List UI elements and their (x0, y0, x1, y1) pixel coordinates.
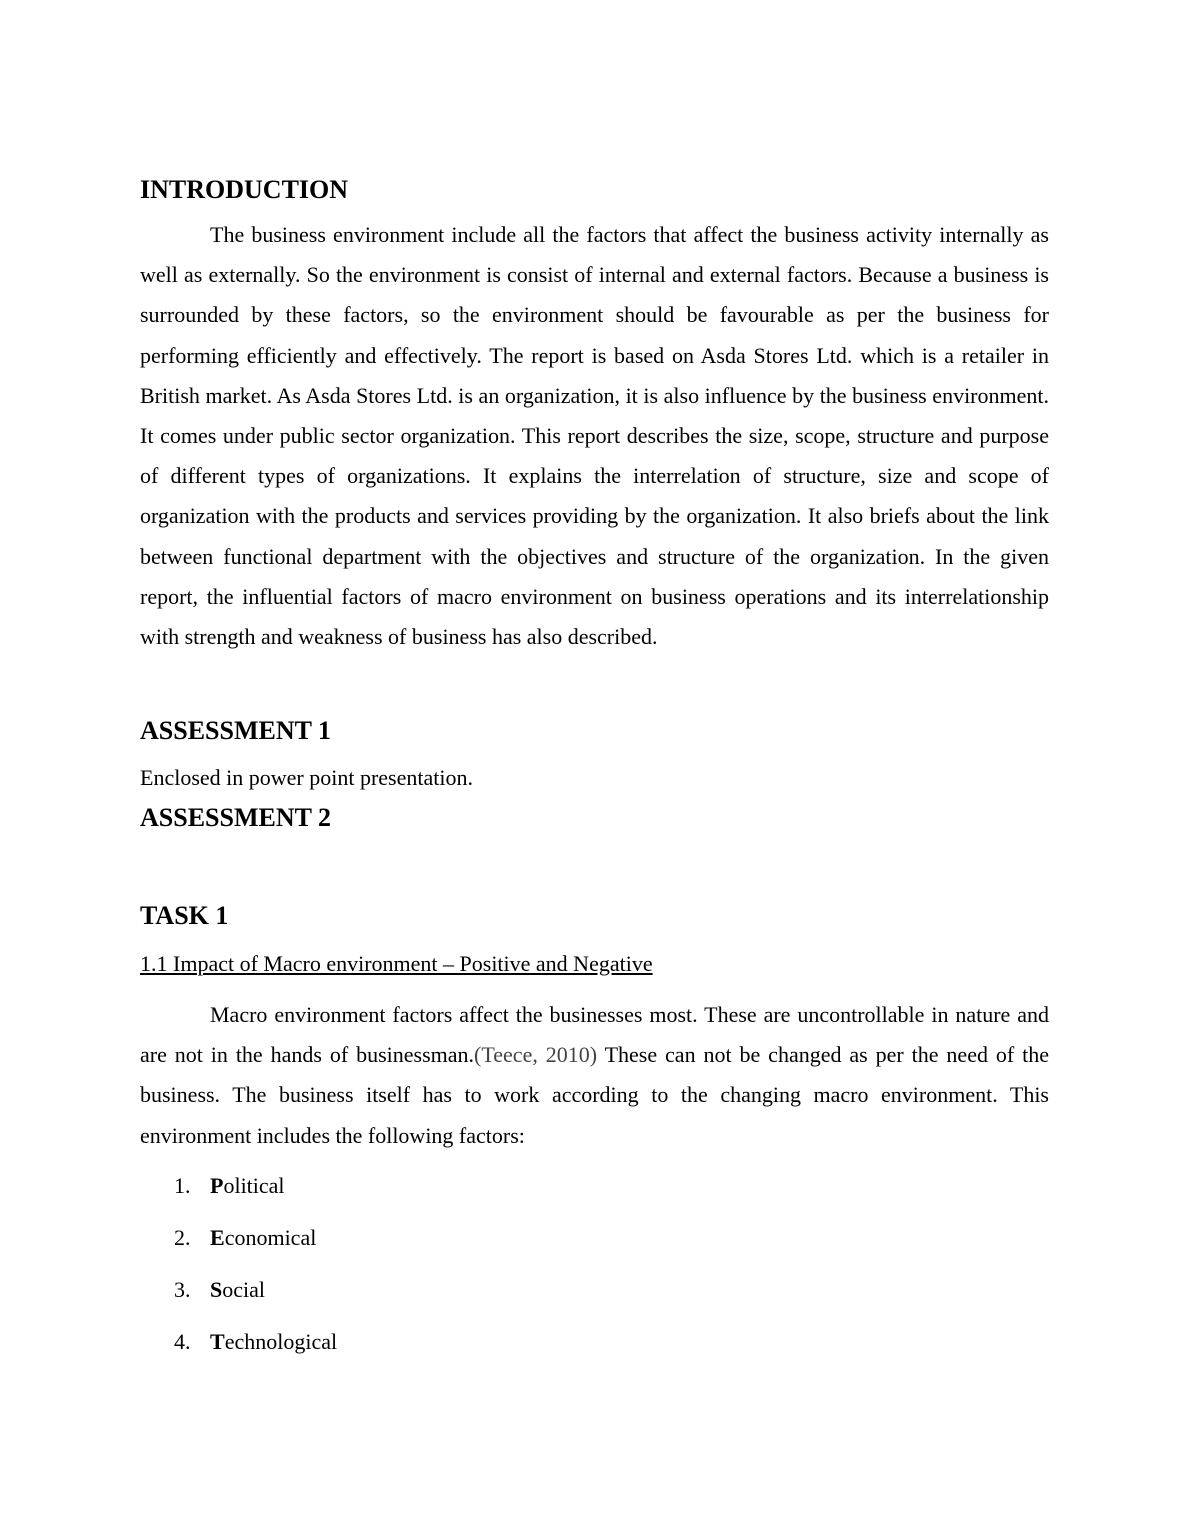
list-item-label: ocial (222, 1277, 266, 1302)
list-item-initial: E (210, 1225, 225, 1250)
task-1-subheading: 1.1 Impact of Macro environment – Positive and Negative (140, 951, 653, 976)
list-item-initial: P (210, 1173, 224, 1198)
task-1-heading: TASK 1 (140, 901, 229, 930)
introduction-heading: INTRODUCTION (140, 175, 349, 204)
list-item-number: 1. (174, 1173, 191, 1198)
list-item-number: 2. (174, 1225, 191, 1250)
list-item-label: echnological (224, 1329, 338, 1354)
list-item-label: conomical (224, 1225, 317, 1250)
list-item-number: 4. (174, 1329, 191, 1354)
introduction-paragraph: The business environment include all the factors that affect the business activity internally as well as externally. So the environment is consist of internal and external factors. Because a business is surrounded by these factors, so the environment should be favourable as per the business for performing efficiently and effectively. The report is based on Asda Stores Ltd. which is a retailer in British market. As Asda Stores Ltd. is an organization, it is also influence by the business environment. It comes under public sector organization. This report describes the size, scope, structure and purpose of different types of organizations. It explains the interrelation of structure, size and scope of organization with the products and services providing by the organization. It also briefs about the link between functional department with the objectives and structure of the organization. In the given report, the influential factors of macro environment on business operations and its interrelationship with strength and weakness of business has also described. (140, 222, 1049, 650)
assessment-1-heading: ASSESSMENT 1 (140, 716, 331, 745)
macro-body-part-2: These can not be changed as per the need of the business. The business itself has to work according to the changing macro environment. This environment includes the following factors: (140, 1042, 1049, 1148)
macro-body-part-1: Macro environment factors affect the businesses most. These are uncontrollable in nature and are not in the hands of businessman. (140, 1002, 1049, 1068)
assessment-1-paragraph: Enclosed in power point presentation. (140, 765, 473, 790)
list-item-initial: T (210, 1329, 225, 1354)
list-item-number: 3. (174, 1277, 191, 1302)
list-item-initial: S (210, 1277, 223, 1302)
assessment-2-heading: ASSESSMENT 2 (140, 803, 331, 832)
list-item-label: olitical (223, 1173, 285, 1198)
citation: (Teece, 2010) (474, 1042, 598, 1068)
macro-environment-paragraph (140, 995, 1049, 1156)
